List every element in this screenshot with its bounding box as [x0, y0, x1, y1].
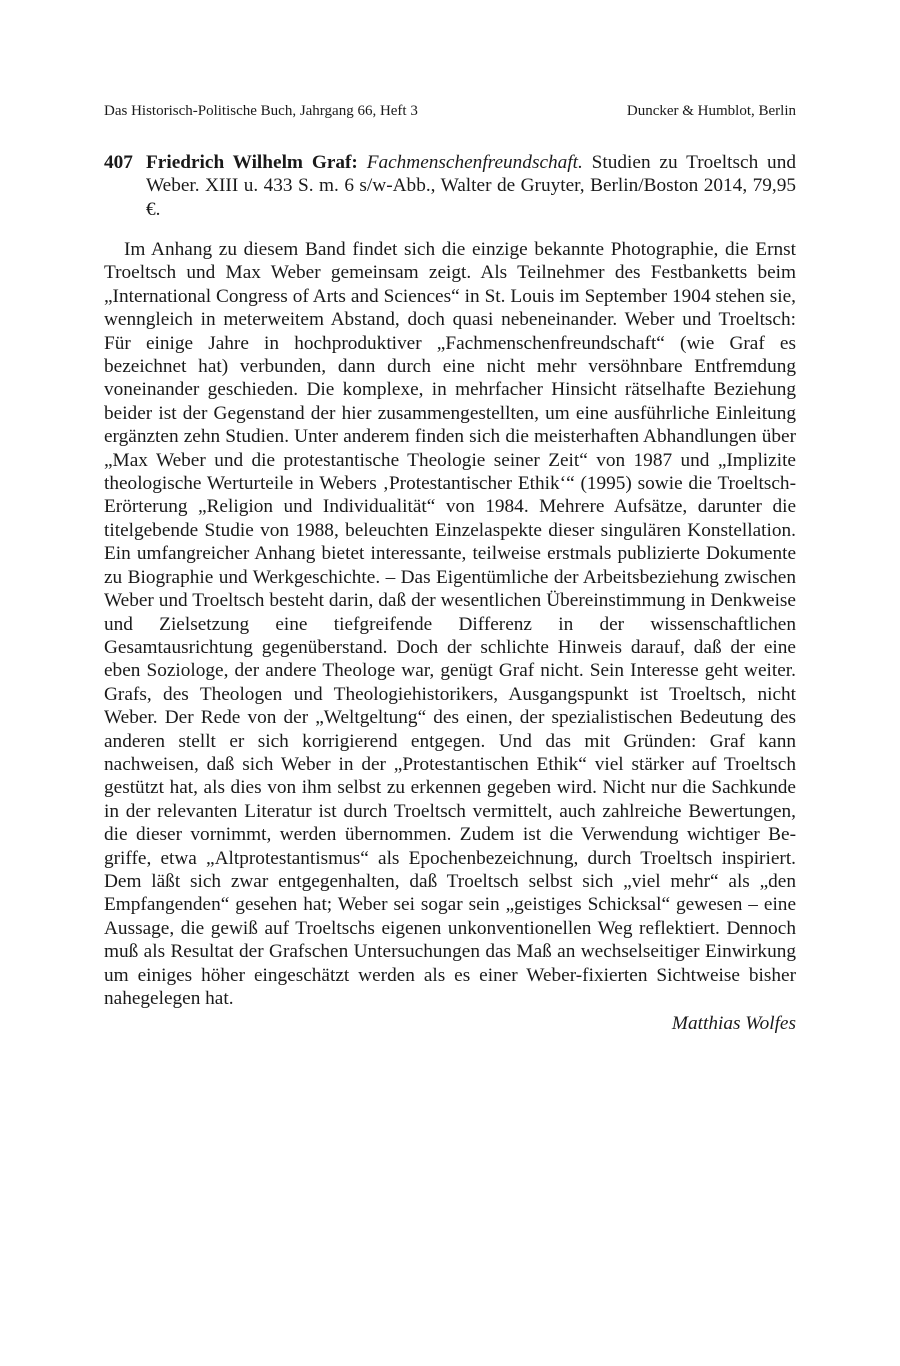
reviewer-signature: Matthias Wolfes	[671, 1013, 796, 1035]
running-header	[104, 100, 796, 122]
review-body: Im Anhang zu diesem Band findet sich die einzige bekannte Photographie, die Ernst Troeltsch und Max Weber gemeinsam zeigt. Als Teilnehmer des Festbanketts beim „International Congress of Arts and Sciences“ in St. Louis im September 1904 stehen sie, wenngleich in meterweitem Abstand, doch quasi nebeneinander. Weber und Troeltsch: Für einige Jahre in hochproduktiver „Fachmenschenfreundschaft“ (wie Graf es bezeichnet hat) verbunden, dann durch eine nicht mehr versöhnbare Entfremdung voneinander geschieden. Die komplexe, in mehrfacher Hinsicht rätselhafte Beziehung beider ist der Gegenstand der hier zusammengestellten, um eine ausführliche Einleitung ergänzten zehn Studien. Unter anderem finden sich die meisterhaften Abhandlungen über „Max Weber und die protestantische Theologie seiner Zeit“ von 1987 und „Implizite theologische Werturteile in Webers ‚Protestantischer Ethik‘“ (1995) sowie die Troeltsch-Erörterung „Religion und Individualität“ von 1984. Mehrere Aufsätze, darunter die titelgebende Studie von 1988, beleuchten Einzelaspekte dieser singulären Konstellation. Ein umfangreicher Anhang bietet interessante, teilweise erstmals publizierte Dokumente zu Biographie und Werkgeschichte. – Das Eigentümliche der Arbeitsbeziehung zwischen Weber und Troeltsch besteht darin, daß der wesentlichen Übereinstimmung in Denkweise und Zielsetzung eine tiefgreifende Differenz in der wissenschaftlichen Gesamtausrichtung gegenüberstand. Doch der schlichte Hinweis darauf, daß der eine eben Soziologe, der andere Theologe war, genügt Graf nicht. Sein Interesse geht weiter. Grafs, des Theologen und Theologiehistorikers, Ausgangspunkt ist Troeltsch, nicht Weber. Der Rede von der „Weltgeltung“ des einen, der spezialistischen Bedeutung des anderen stellt er sich korrigierend entgegen. Und das mit Gründen: Graf kann nachweisen, daß sich Weber in der „Protestantischen Ethik“ viel stärker auf Troeltsch gestützt hat, als dies von ihm selbst zu erkennen gegeben wird. Nicht nur die Sachkunde in der relevanten Literatur ist durch Troeltsch vermittelt, auch zahlreiche Bewertungen, die dieser vornimmt, werden übernommen. Zudem ist die Verwendung wichtiger Begriffe, etwa „Altprotestantismus“ als Epochenbezeichnung, durch Troeltsch inspiriert. Dem läßt sich zwar entgegenhalten, daß Troeltsch selbst sich „viel mehr“ als „den Empfangenden“ gesehen hat; Weber sei sogar sein „geistiges Schicksal“ gewesen – eine Aussage, die gewiß auf Troeltschs eigenen unkonventionellen Weg reflektiert. Dennoch muß als Resultat der Grafschen Untersuchungen das Maß an wechselseitiger Einwirkung um einiges höher eingeschätzt werden als es einer Weber-fixierten Sichtweise bisher nahegelegen hat.	[104, 239, 796, 1009]
entry-citation	[146, 151, 796, 221]
publisher: Duncker & Humblot, Berlin	[626, 103, 796, 119]
entry-book-title: Fachmenschenfreundschaft.	[366, 152, 583, 173]
review	[104, 238, 796, 1036]
entry-number: 407	[104, 152, 133, 173]
journal-title: Das Historisch-Politische Buch, Jahrgang 66, Heft 3	[104, 103, 418, 119]
bibliographic-entry	[104, 151, 796, 221]
entry-details: Studien zu Troeltsch und Weber. XIII u. 433 S. m. 6 s/w-Abb., Walter de Gruyter, Berlin/Boston 2014, 79,95 €.	[146, 152, 796, 220]
entry-author: Friedrich Wilhelm Graf:	[146, 152, 358, 173]
